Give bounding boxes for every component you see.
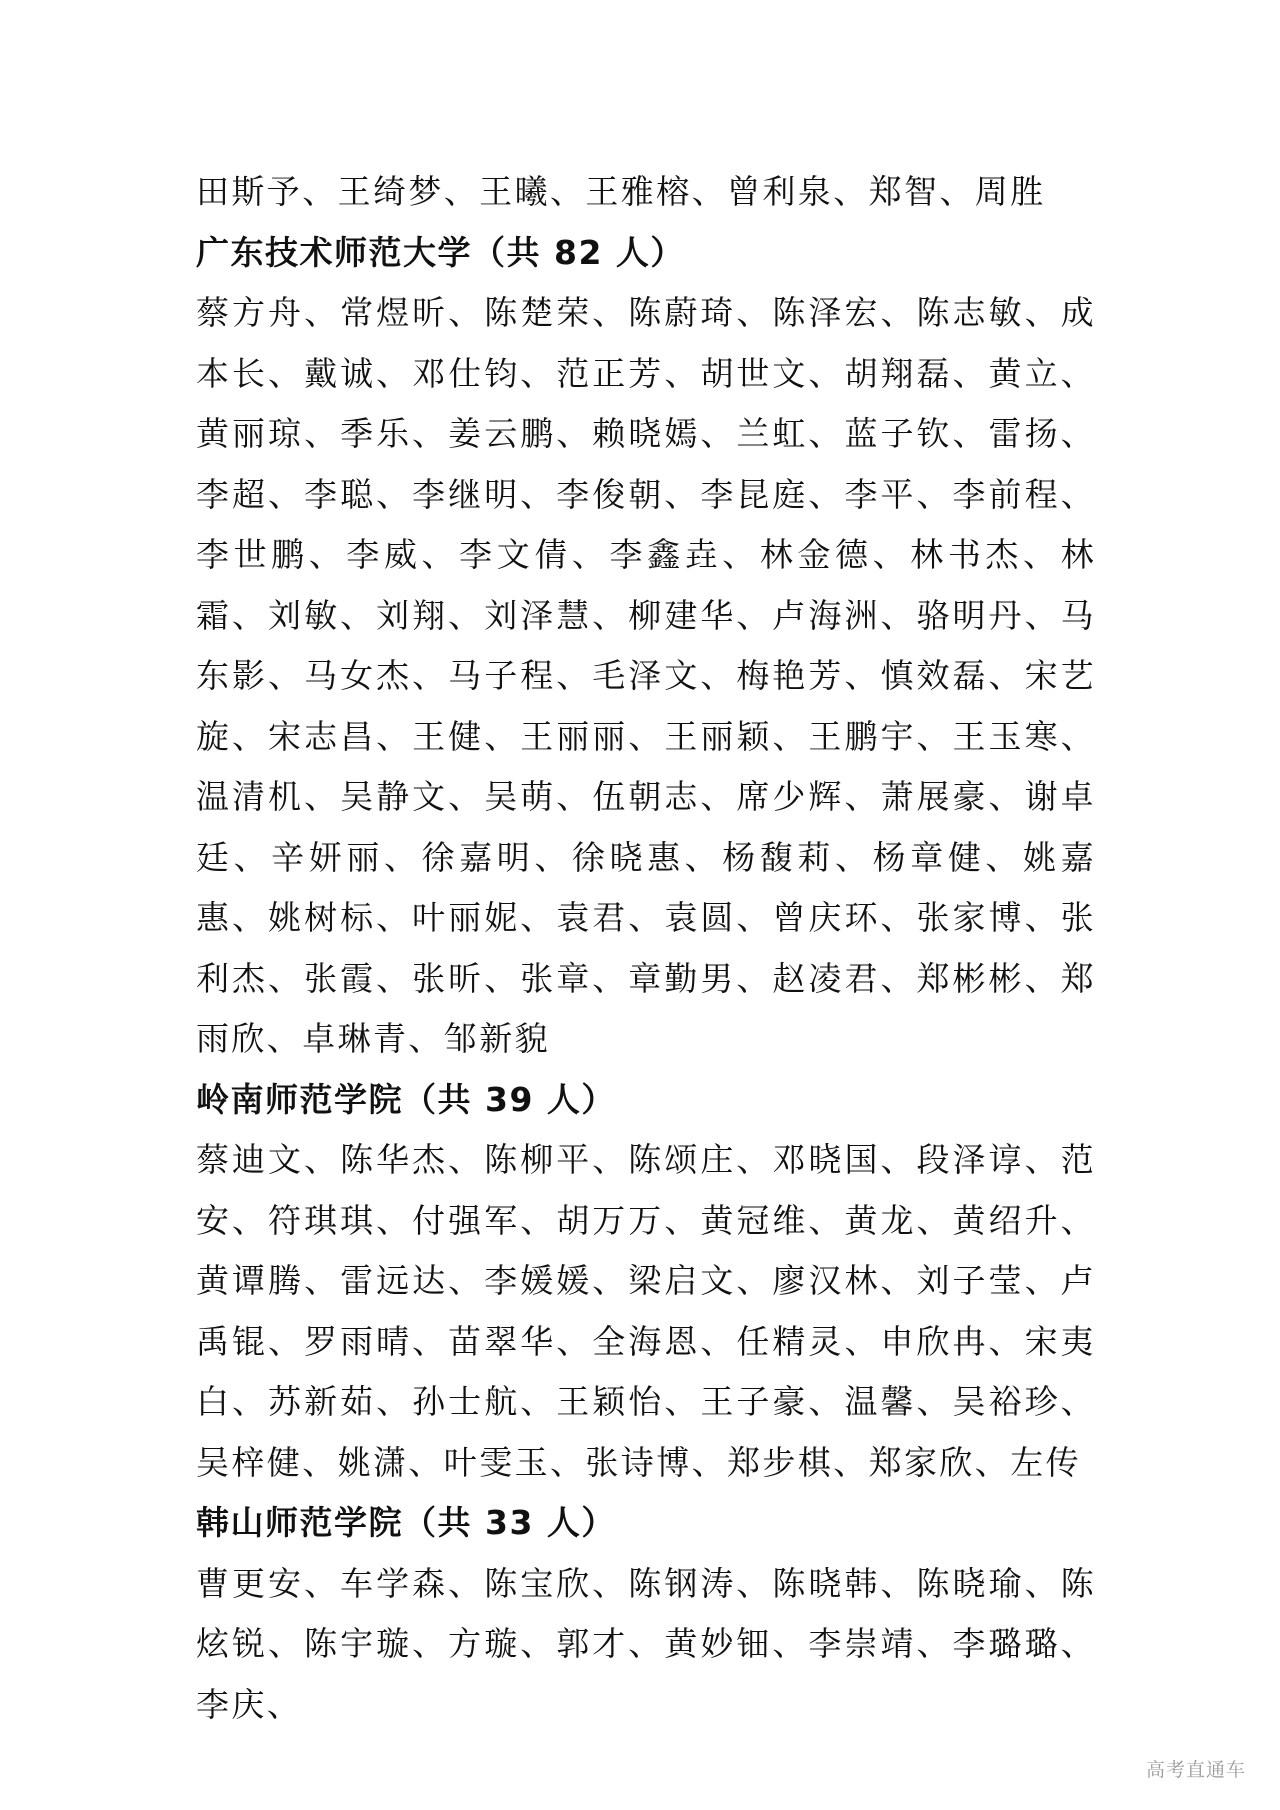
section-heading: 韩山师范学院（共 33 人）	[196, 1503, 616, 1542]
watermark-text: 高考直通车	[1145, 1759, 1246, 1781]
section-heading: 广东技术师范大学（共 82 人）	[196, 232, 685, 272]
intro-names: 田斯予、王绮梦、王曦、王雅榕、曾利泉、郑智、周胜	[196, 172, 1046, 211]
document-page	[196, 162, 1096, 1735]
section-gdtnu	[196, 223, 1096, 1070]
section-lingnan	[196, 1070, 1096, 1494]
section-heading: 岭南师范学院（共 39 人）	[196, 1079, 616, 1119]
section-names: 蔡方舟、常煜昕、陈楚荣、陈蔚琦、陈泽宏、陈志敏、成本长、戴诚、邓仕钧、范正芳、胡世文、胡翔磊、黄立、黄丽琼、季乐、姜云鹏、赖晓嫣、兰虹、蓝子钦、雷扬、李超、李聪、李继明、李俊朝、李昆庭、李平、李前程、李世鹏、李威、李文倩、李鑫垚、林金德、林书杰、林霜、刘敏、刘翔、刘泽慧、柳建华、卢海洲、骆明丹、马东影、马女杰、马子程、毛泽文、梅艳芳、慎效磊、宋艺旋、宋志昌、王健、王丽丽、王丽颖、王鹏宇、王玉寒、温清机、吴静文、吴萌、伍朝志、席少辉、萧展豪、谢卓廷、辛妍丽、徐嘉明、徐晓惠、杨馥莉、杨章健、姚嘉惠、姚树标、叶丽妮、袁君、袁圆、曾庆环、张家博、张利杰、张霞、张昕、张章、章勤男、赵凌君、郑彬彬、郑雨欣、卓琳青、邹新貌	[196, 293, 1096, 1058]
section-names: 曹更安、车学森、陈宝欣、陈钢涛、陈晓韩、陈晓瑜、陈炫锐、陈宇璇、方璇、郭才、黄妙钿、李崇靖、李璐璐、李庆、	[196, 1563, 1096, 1724]
section-hanshan	[196, 1493, 1096, 1735]
section-names: 蔡迪文、陈华杰、陈柳平、陈颂庄、邓晓国、段泽谆、范安、符琪琪、付强军、胡万万、黄冠维、黄龙、黄绍升、黄谭腾、雷远达、李媛媛、梁启文、廖汉林、刘子莹、卢禹锟、罗雨晴、苗翠华、全海恩、任精灵、申欣冉、宋夷白、苏新茹、孙士航、王颖怡、王子豪、温馨、吴裕珍、吴梓健、姚潇、叶雯玉、张诗博、郑步棋、郑家欣、左传	[196, 1140, 1096, 1482]
